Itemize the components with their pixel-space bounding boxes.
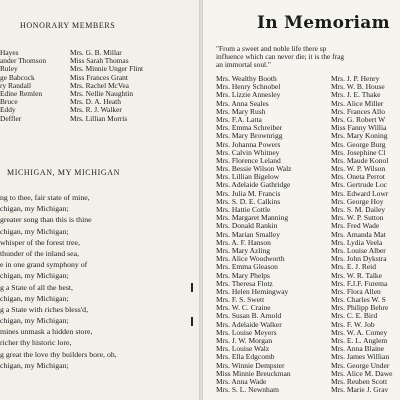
list-item: Mrs. Flora Allen [331, 286, 381, 296]
list-item: Miss Minnie Breuckman [216, 368, 291, 378]
list-item: whisper of the forest tree, [0, 237, 80, 247]
honorary-members-list-right [70, 49, 143, 123]
list-item: Mrs. Philipp Behre [331, 303, 389, 313]
list-item: Mrs. Emma Schreiber [216, 123, 283, 133]
list-item: Mrs. Emma Gleason [216, 262, 278, 272]
list-item: Mrs. Marie J. Grav [331, 385, 389, 395]
list-item: chigan, my Michigan; [0, 360, 69, 370]
song-lyrics [0, 192, 117, 371]
list-item: Mrs. Margaret Manning [216, 213, 289, 223]
list-item: thunder of the inland sea, [0, 248, 80, 258]
list-item: Mrs. Maude Konol [331, 155, 389, 165]
list-item: Mrs. Helen Hemingway [216, 286, 289, 296]
list-item: Mrs. Lillian Morris [70, 113, 128, 123]
list-item: Mrs. Reuben Scott [331, 376, 388, 386]
list-item: Mrs. D. A. Heath [70, 97, 121, 107]
list-item: Mrs. Lillian Bigelow [216, 172, 280, 182]
list-item: Mrs. Julia M. Francis [216, 188, 281, 198]
list-item: Mrs. W. P. Sutton [331, 213, 384, 223]
list-item: Mrs. George Under [331, 360, 390, 370]
list-item: Mrs. Edward Lowr [331, 188, 389, 198]
list-item: Mrs. W. A. Comey [331, 327, 388, 337]
list-item: Mrs. Louise Walz [216, 344, 270, 354]
right-page [203, 0, 400, 400]
list-item: Miss Sarah Thomas [70, 56, 129, 66]
list-item: Ruley [0, 64, 18, 74]
list-item: Mrs. Wealthy Booth [216, 74, 277, 83]
list-item: Mrs. Frances Allo [331, 106, 385, 116]
list-item: Mrs. Adelaide Gathridge [216, 180, 291, 190]
left-page [0, 0, 199, 400]
list-item: Mrs. Alice M. Dawe [331, 368, 393, 378]
list-item: Mrs. J. W. Morgan [216, 336, 273, 345]
list-item: Mrs. Oneta Perrot [331, 172, 385, 182]
list-item: Edine Remlen [0, 88, 43, 98]
list-item: Mrs. Alice Woodworth [216, 254, 285, 264]
list-item: Mrs. Anna Blaine [331, 344, 385, 354]
list-item: Mrs. George Burg [331, 139, 386, 149]
honorary-members-list-left [0, 49, 46, 123]
list-item: ander Thomson [0, 56, 47, 66]
list-item: Mrs. F. W. Job [331, 319, 375, 329]
list-item: Mrs. Louise Meyers [216, 327, 277, 337]
list-item: Mrs. F.J.F. Furema [331, 278, 388, 288]
list-item: Mrs. Lizzie Annesley [216, 90, 281, 100]
list-item: Mrs. Adelaide Walker [216, 319, 282, 329]
list-item: Mrs. Susan B. Arnold [216, 311, 282, 321]
list-item: Mrs. Mary Rush [216, 106, 266, 116]
list-item: Mrs. F.A. Latta [216, 114, 262, 124]
list-item: Mrs. G. B. Millar [70, 48, 122, 57]
list-item: "From a sweet and noble life there sp [216, 44, 327, 53]
list-item: g great the love thy builders bore, oh, [0, 349, 117, 359]
list-item: Mrs. Anna Wade [216, 376, 267, 386]
list-item: Mrs. Louise Alber [331, 245, 386, 255]
list-item: Mrs. W. C. Craine [216, 303, 271, 313]
list-item: Mrs. R. J. Walker [70, 105, 122, 115]
list-item: Mrs. Donald Rankin [216, 221, 278, 231]
list-item: Eddy [0, 105, 16, 115]
list-item: Mrs. Theresa Flotz [216, 278, 273, 288]
list-item: influence which can never die; it is the frag [216, 52, 345, 62]
list-item: Mrs. Calvin Whitney [216, 147, 280, 157]
list-item: chigan, my Michigan; [0, 293, 69, 303]
list-item: Hayes [0, 48, 19, 57]
list-item: chigan, my Michigan; [0, 316, 69, 326]
list-item: Mrs. Charles W. S [331, 295, 386, 305]
list-item: Mrs. J. P. Henry [331, 74, 380, 83]
list-item: Mrs. Rachel McVea [70, 80, 129, 90]
list-item: Mrs. Winnie Dempster [216, 360, 285, 370]
list-item: e in one grand symphony of [0, 260, 88, 270]
memoriam-quote [216, 45, 344, 70]
list-item: Mrs. W. P. Wilson [331, 164, 386, 174]
list-item: Mrs. A. F. Hanson [216, 237, 271, 247]
memoriam-list-right [331, 75, 392, 394]
list-item: Mrs. Fred Wade [331, 221, 380, 231]
list-item: Mrs. Mary Brownrigg [216, 131, 283, 141]
honorary-members-heading: HONORARY MEMBERS [20, 21, 116, 30]
list-item: Miss Frances Grant [70, 72, 128, 82]
list-item: Mrs. Mary Azling [216, 245, 270, 255]
list-item: Mrs. Bessie Wilson Walz [216, 164, 292, 174]
list-item: g a State of all the best, [0, 282, 73, 292]
list-item: Mrs. W. R. Talke [331, 270, 383, 280]
list-item: Mrs. Marian Smalley [216, 229, 280, 239]
list-item: Mrs. Ella Edgcomb [216, 352, 275, 362]
list-item: Mrs. G. Robert W [331, 114, 386, 124]
list-item: Mrs. C. E. Bird [331, 311, 378, 321]
list-item: Mrs. S. M. Dailey [331, 205, 386, 214]
list-item: Mrs. E. L. Anglem [331, 336, 388, 345]
song-title: MICHIGAN, MY MICHIGAN [7, 168, 120, 177]
list-item: Mrs. F. S. Swett [216, 295, 265, 305]
list-item: Mrs. Hattie Cottle [216, 205, 271, 214]
list-item: greater song than this is thine [0, 215, 92, 225]
list-item: Deffler [0, 113, 22, 123]
list-item: Mrs. S. L. Newnham [216, 385, 279, 395]
list-item: Mrs. George Hoy [331, 196, 384, 206]
list-item: Mrs. Anna Seales [216, 98, 269, 108]
memoriam-heading: In Memoriam [257, 13, 390, 33]
list-item: richer thy historic lore, [0, 338, 72, 348]
list-item: ge Babcock [0, 72, 35, 82]
list-item: ng to thee, fair state of mine, [0, 193, 90, 202]
list-item: Mrs. Alice Miller [331, 98, 384, 108]
list-item: Mrs. Johanna Powers [216, 139, 281, 149]
list-item: Mrs. Josephine Cl [331, 147, 386, 157]
list-item: Mrs. Florence Leland [216, 155, 281, 165]
list-item: Mrs. Amanda Mat [331, 229, 386, 239]
list-item: Mrs. James Willian [331, 352, 390, 362]
list-item: Mrs. Nellie Naughtin [70, 88, 134, 98]
margin-mark [191, 283, 193, 292]
list-item: mines unmask a hidden store, [0, 327, 93, 337]
list-item: an immortal soul." [216, 60, 271, 70]
list-item: Mrs. E. J. Reid [331, 262, 376, 272]
list-item: chigan, my Michigan; [0, 271, 69, 281]
memoriam-list-left [216, 75, 291, 394]
margin-mark [191, 317, 193, 326]
list-item: Mrs. Minnie Unger Flint [70, 64, 144, 74]
list-item: ry Randall [0, 80, 31, 90]
list-item: Mrs. J. E. Thake [331, 90, 381, 100]
list-item: Mrs. Mary Phelps [216, 270, 270, 280]
list-item: Miss Fanny Willia [331, 123, 387, 133]
list-item: g a State with riches bless'd, [0, 304, 89, 314]
list-item: Mrs. W. B. House [331, 82, 385, 92]
list-item: chigan, my Michigan; [0, 204, 69, 214]
list-item: Mrs. John Dykstra [331, 254, 387, 264]
list-item: Bruce [0, 97, 18, 107]
list-item: Mrs. Henry Schnobel [216, 82, 281, 92]
list-item: Mrs. Lydia Veela [331, 237, 383, 247]
list-item: chigan, my Michigan; [0, 226, 69, 236]
list-item: Mrs. Gertrude Loc [331, 180, 388, 190]
list-item: Mrs. Mary Koning [331, 131, 388, 141]
list-item: Mrs. S. D. E. Calkins [216, 196, 281, 206]
